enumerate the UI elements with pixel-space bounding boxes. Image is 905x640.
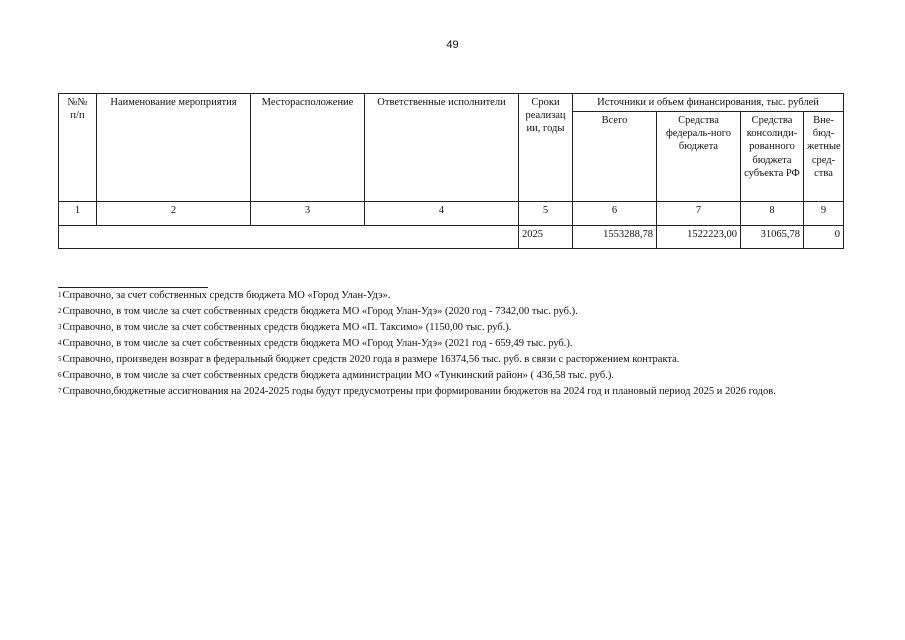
- footnote: [58, 368, 843, 384]
- column-number: 2: [97, 202, 251, 226]
- footnote: [58, 288, 843, 304]
- footnote-mark: 6: [58, 371, 62, 379]
- footnote: [58, 336, 843, 352]
- header-funding-group: Источники и объем финансирования, тыс. рублей: [573, 94, 844, 112]
- footnote-mark: 7: [58, 387, 62, 395]
- footnote: [58, 320, 843, 336]
- footnote: [58, 384, 843, 400]
- footnote-text: Справочно, произведен возврат в федеральный бюджет средств 2020 года в размере 16374,56 тыс. руб. в связи с расторжением контракта.: [62, 354, 680, 365]
- cell-offbudget: 0: [804, 226, 844, 249]
- footnote-text: Справочно, в том числе за счет собственных средств бюджета МО «П. Таксимо» (1150,00 тыс. руб.).: [62, 322, 512, 333]
- cell-total: 1553288,78: [573, 226, 657, 249]
- header-location: Месторасположение: [251, 94, 365, 202]
- footnote-text: Справочно, в том числе за счет собственных средств бюджета МО «Город Улан-Удэ» (2021 год - 659,49 тыс. руб.).: [62, 338, 573, 349]
- cell-federal: 1522223,00: [657, 226, 741, 249]
- footnote-mark: 3: [58, 323, 62, 331]
- column-number: 1: [59, 202, 97, 226]
- cell-regional: 31065,78: [741, 226, 804, 249]
- column-number: 3: [251, 202, 365, 226]
- cell-year: 2025: [519, 226, 573, 249]
- header-federal: Средства федераль-ного бюджета: [657, 112, 741, 202]
- header-total: Всего: [573, 112, 657, 202]
- column-number: 8: [741, 202, 804, 226]
- column-numbers-row: [59, 202, 844, 226]
- header-name: Наименование мероприятия: [97, 94, 251, 202]
- column-number: 4: [365, 202, 519, 226]
- footnote-mark: 4: [58, 339, 62, 347]
- page-number: 49: [446, 39, 459, 51]
- header-executors: Ответственные исполнители: [365, 94, 519, 202]
- header-terms: Сроки реализац ии, годы: [519, 94, 573, 202]
- table-row: [59, 226, 844, 249]
- column-number: 7: [657, 202, 741, 226]
- footnote-mark: 2: [58, 307, 62, 315]
- column-number: 5: [519, 202, 573, 226]
- footnote: [58, 304, 843, 320]
- footnote-mark: 5: [58, 355, 62, 363]
- column-number: 6: [573, 202, 657, 226]
- footnote: [58, 352, 843, 368]
- funding-table: [58, 93, 844, 249]
- footnote-mark: 1: [58, 291, 62, 299]
- empty-cell: [59, 226, 519, 249]
- footnotes: [58, 288, 843, 400]
- header-regional: Средства консолиди-рованного бюджета субъекта РФ: [741, 112, 804, 202]
- header-offbudget: Вне-бюд-жетные сред-ства: [804, 112, 844, 202]
- column-number: 9: [804, 202, 844, 226]
- header-num: №№ п/п: [59, 94, 97, 202]
- footnote-text: Справочно, в том числе за счет собственных средств бюджета МО «Город Улан-Удэ» (2020 год - 7342,00 тыс. руб.).: [62, 306, 578, 317]
- footnote-text: Справочно, за счет собственных средств бюджета МО «Город Улан-Удэ».: [62, 290, 391, 301]
- footnote-text: Справочно,бюджетные ассигнования на 2024-2025 годы будут предусмотрены при формировании бюджетов на 2024 год и плановый период 2025 и 2026 годов.: [62, 386, 776, 397]
- footnote-text: Справочно, в том числе за счет собственных средств бюджета администрации МО «Тункинский район» ( 436,58 тыс. руб.).: [62, 370, 614, 381]
